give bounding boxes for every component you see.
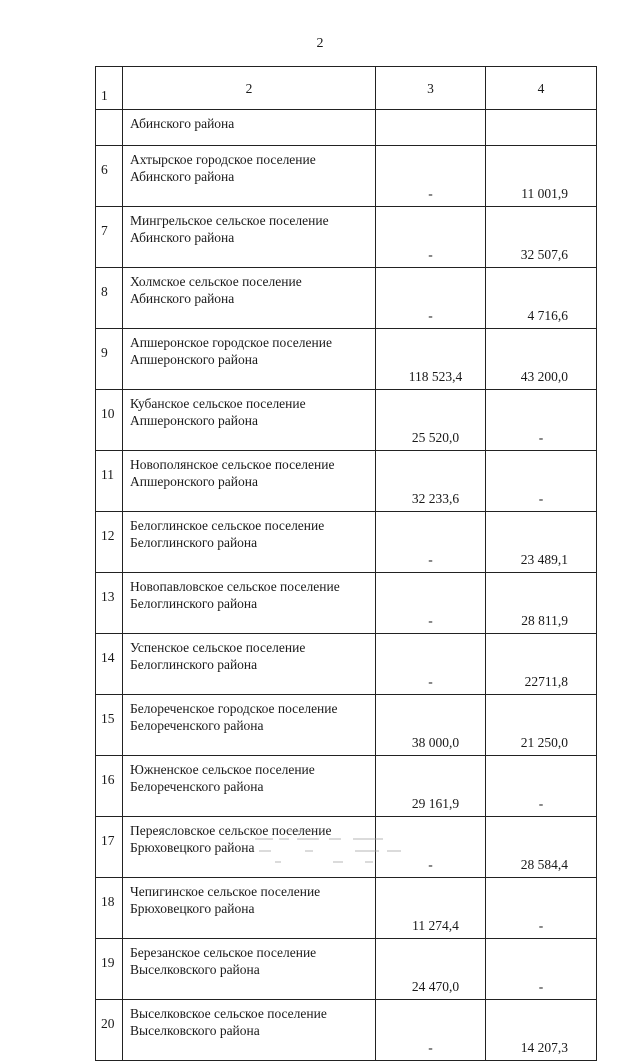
- row-number-cell: 12: [96, 512, 123, 573]
- col4-value-cell: -: [486, 756, 597, 817]
- table-row: [96, 939, 597, 1000]
- district-name: Апшеронского района: [130, 413, 258, 428]
- col3-cell: [376, 110, 486, 146]
- col3-value-cell: 25 520,0: [376, 390, 486, 451]
- row-number-cell: 15: [96, 695, 123, 756]
- header-cell-3: 3: [376, 67, 486, 110]
- table-row: [96, 573, 597, 634]
- settlement-name: Березанское сельское поселение: [130, 945, 317, 960]
- district-name: Абинского района: [130, 169, 235, 184]
- faded-stamp-marks: [245, 828, 415, 873]
- row-number-cell: 17: [96, 817, 123, 878]
- row-number-cell: 19: [96, 939, 123, 1000]
- col4-value-cell: -: [486, 451, 597, 512]
- table-row: [96, 512, 597, 573]
- settlement-name: Южненское сельское поселение: [130, 762, 315, 777]
- col3-value-cell: -: [376, 634, 486, 695]
- col3-value-cell: 32 233,6: [376, 451, 486, 512]
- district-name: Белоглинского района: [130, 535, 258, 550]
- settlement-name-cell: [123, 939, 376, 1000]
- table-row: [96, 878, 597, 939]
- district-name: Выселковского района: [130, 1023, 260, 1038]
- district-name: Белоглинского района: [130, 596, 258, 611]
- row-number-cell: 8: [96, 268, 123, 329]
- col4-value-cell: 4 716,6: [486, 268, 597, 329]
- header-cell-1: 1: [96, 67, 123, 110]
- settlement-name: Холмское сельское поселение: [130, 274, 302, 289]
- table-row: [96, 207, 597, 268]
- row-number-cell: 9: [96, 329, 123, 390]
- row-number-cell: 11: [96, 451, 123, 512]
- col3-value-cell: -: [376, 1000, 486, 1061]
- settlement-name-cell: [123, 634, 376, 695]
- table-row: [96, 451, 597, 512]
- row-number-cell: 7: [96, 207, 123, 268]
- row-number-cell: 16: [96, 756, 123, 817]
- col3-value-cell: 118 523,4: [376, 329, 486, 390]
- settlement-name: Апшеронское городское поселение: [130, 335, 332, 350]
- col3-value-cell: -: [376, 512, 486, 573]
- col3-value-cell: -: [376, 817, 486, 878]
- settlement-name-cell: [123, 146, 376, 207]
- table-row: [96, 390, 597, 451]
- col4-value-cell: 28 811,9: [486, 573, 597, 634]
- settlement-name: Новопавловское сельское поселение: [130, 579, 340, 594]
- header-cell-2: 2: [123, 67, 376, 110]
- district-name: Абинского района: [130, 230, 235, 245]
- col4-value-cell: -: [486, 390, 597, 451]
- col4-value-cell: 22711,8: [486, 634, 597, 695]
- settlement-name-cell: [123, 695, 376, 756]
- table-row: [96, 634, 597, 695]
- settlement-name: Кубанское сельское поселение: [130, 396, 306, 411]
- col4-cell: [486, 110, 597, 146]
- col4-value-cell: 32 507,6: [486, 207, 597, 268]
- settlement-name: Новополянское сельское поселение: [130, 457, 335, 472]
- settlement-name: Успенское сельское поселение: [130, 640, 306, 655]
- col3-value-cell: 38 000,0: [376, 695, 486, 756]
- district-name: Брюховецкого района: [130, 840, 255, 855]
- row-number-cell: [96, 110, 123, 146]
- settlement-name-cell: [123, 573, 376, 634]
- settlement-name: Белоглинское сельское поселение: [130, 518, 325, 533]
- settlement-name-cell: [123, 110, 376, 146]
- table-row: [96, 329, 597, 390]
- table-row: [96, 756, 597, 817]
- settlement-name: Белореченское городское поселение: [130, 701, 338, 716]
- col3-value-cell: -: [376, 573, 486, 634]
- col3-value-cell: 11 274,4: [376, 878, 486, 939]
- table-row-continuation: [96, 110, 597, 146]
- col3-value-cell: 29 161,9: [376, 756, 486, 817]
- district-name: Абинского района: [130, 116, 235, 131]
- row-number-cell: 6: [96, 146, 123, 207]
- row-number-cell: 18: [96, 878, 123, 939]
- settlement-name-cell: [123, 756, 376, 817]
- district-name: Апшеронского района: [130, 474, 258, 489]
- col4-value-cell: -: [486, 939, 597, 1000]
- col3-value-cell: -: [376, 146, 486, 207]
- col3-value-cell: -: [376, 268, 486, 329]
- col4-value-cell: 28 584,4: [486, 817, 597, 878]
- district-name: Брюховецкого района: [130, 901, 255, 916]
- settlement-name-cell: [123, 390, 376, 451]
- settlement-name: Переясловское сельское поселение: [130, 823, 332, 838]
- col3-value-cell: -: [376, 207, 486, 268]
- row-number-cell: 14: [96, 634, 123, 695]
- settlement-name-cell: [123, 207, 376, 268]
- settlement-name-cell: [123, 512, 376, 573]
- table-row: [96, 146, 597, 207]
- row-number-cell: 20: [96, 1000, 123, 1061]
- row-number-cell: 10: [96, 390, 123, 451]
- settlement-name-cell: [123, 329, 376, 390]
- header-cell-4: 4: [486, 67, 597, 110]
- col4-value-cell: -: [486, 878, 597, 939]
- table-row: [96, 1000, 597, 1061]
- settlement-name-cell: [123, 451, 376, 512]
- settlement-name: Выселковское сельское поселение: [130, 1006, 327, 1021]
- district-name: Белореченского района: [130, 718, 264, 733]
- settlement-name: Ахтырское городское поселение: [130, 152, 316, 167]
- page-number: 2: [316, 36, 324, 51]
- table-row: [96, 268, 597, 329]
- settlement-name-cell: [123, 878, 376, 939]
- table-header-row: [96, 67, 597, 110]
- settlement-name-cell: [123, 1000, 376, 1061]
- table-row: [96, 695, 597, 756]
- settlement-name: Мингрельское сельское поселение: [130, 213, 329, 228]
- col4-value-cell: 14 207,3: [486, 1000, 597, 1061]
- row-number-cell: 13: [96, 573, 123, 634]
- col4-value-cell: 23 489,1: [486, 512, 597, 573]
- data-table: [95, 66, 597, 1061]
- settlement-name-cell: [123, 268, 376, 329]
- district-name: Апшеронского района: [130, 352, 258, 367]
- col4-value-cell: 11 001,9: [486, 146, 597, 207]
- district-name: Выселковского района: [130, 962, 260, 977]
- col3-value-cell: 24 470,0: [376, 939, 486, 1000]
- col4-value-cell: 43 200,0: [486, 329, 597, 390]
- district-name: Белореченского района: [130, 779, 264, 794]
- district-name: Абинского района: [130, 291, 235, 306]
- district-name: Белоглинского района: [130, 657, 258, 672]
- col4-value-cell: 21 250,0: [486, 695, 597, 756]
- settlement-name: Чепигинское сельское поселение: [130, 884, 321, 899]
